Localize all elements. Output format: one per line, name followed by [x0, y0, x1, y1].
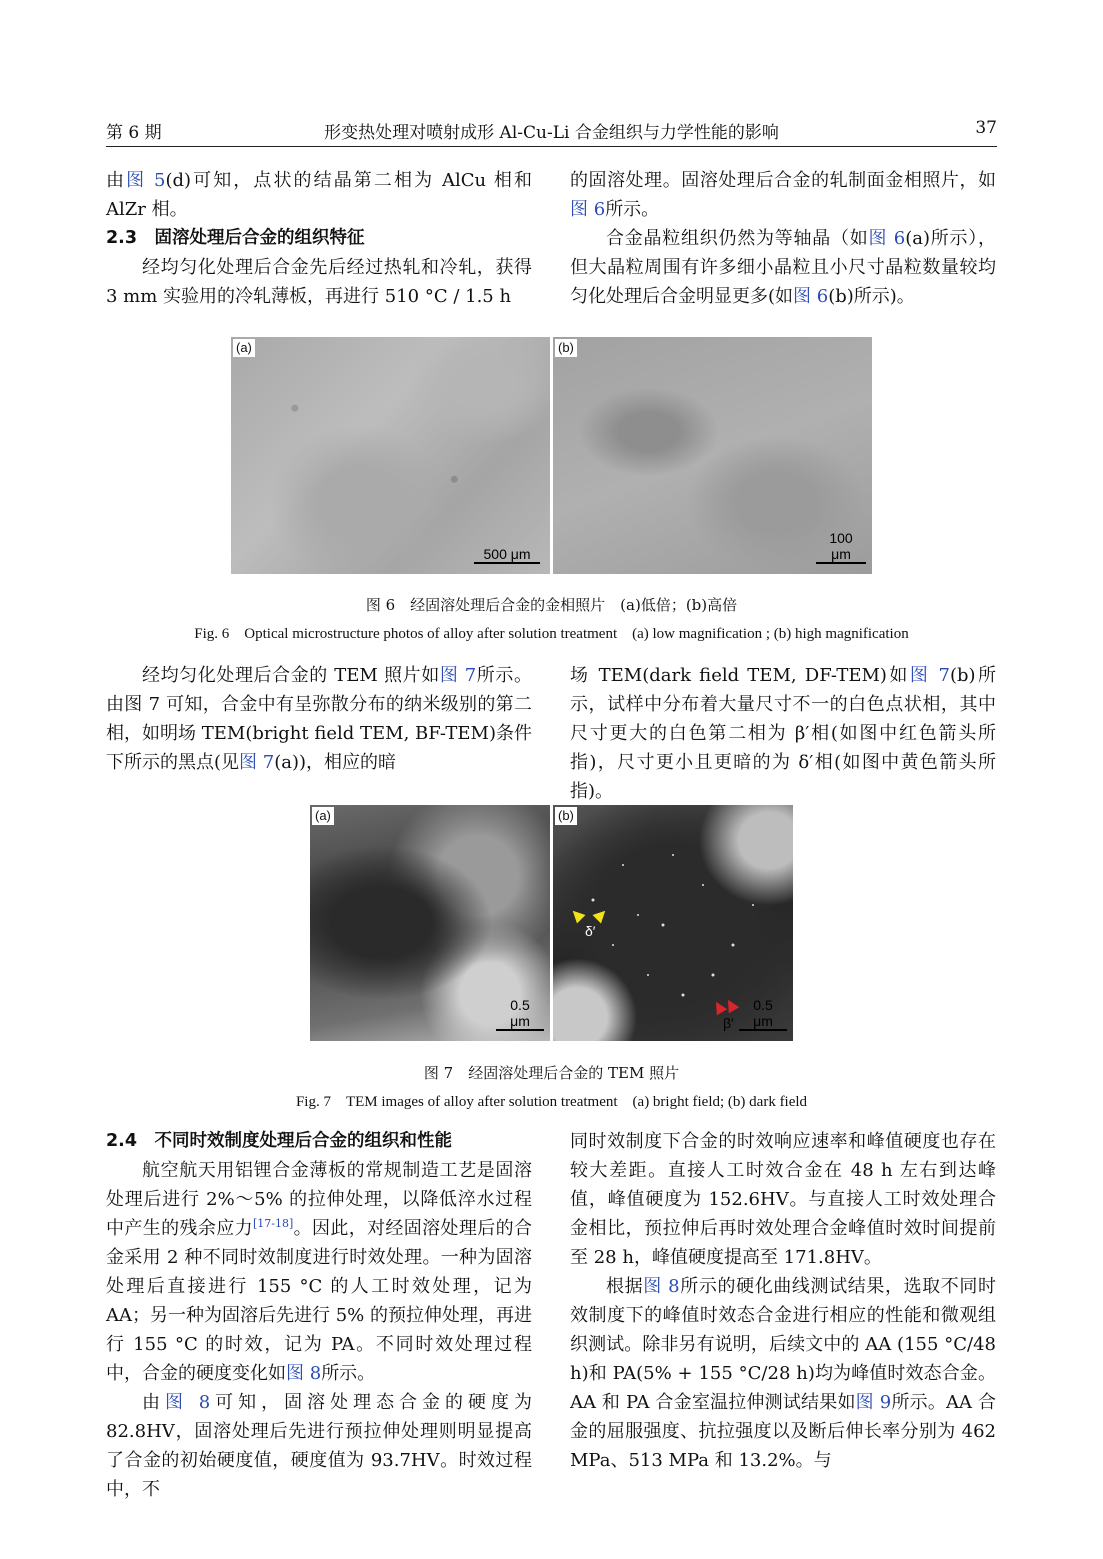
mid-left-column: [106, 661, 532, 777]
section-heading-2-3: 2.3 固溶处理后合金的组织特征: [106, 228, 365, 248]
figure-link[interactable]: 图 8: [643, 1276, 680, 1297]
paragraph: 经均匀化处理后合金的 TEM 照片如图 7所示。由图 7 可知，合金中有呈弥散分布的纳米级别的第二相，如明场 TEM(bright field TEM, BF-TEM)条件下所示的黑点(见图 7(a))，相应的暗: [106, 665, 532, 773]
panel-label: (b): [555, 339, 577, 357]
figure-6-caption: [106, 594, 997, 650]
scale-bar: 500 μm: [474, 546, 540, 564]
paragraph: 场 TEM(dark field TEM, DF-TEM)如图 7(b)所示，试样中分布着大量尺寸不一的白色点状相，其中尺寸更大的白色第二相为 β′相(如图中红色箭头所指)，尺寸更小且更暗的为 δ′相(如图中黄色箭头所指)。: [570, 665, 996, 802]
optical-micrograph-high-mag: [553, 337, 872, 574]
figure-link[interactable]: 图 6: [570, 199, 606, 220]
section-heading-2-4: 2.4 不同时效制度处理后合金的组织和性能: [106, 1131, 452, 1151]
caption-cn: 图 6 经固溶处理后合金的金相照片 (a)低倍；(b)高倍: [365, 596, 738, 614]
panel-label: (a): [233, 339, 255, 357]
paragraph: 同时效制度下合金的时效响应速率和峰值硬度也存在较大差距。直接人工时效合金在 48 h 左右到达峰值，峰值硬度为 152.6HV。与直接人工时效处理合金相比，预拉伸后再时效处理合金峰值时效时间提前至 28 h，峰值硬度提高至 171.8HV。: [570, 1131, 996, 1268]
figure-link[interactable]: 图 5: [126, 170, 166, 191]
scale-bar: 0.5 μm: [496, 997, 544, 1031]
mid-right-column: [570, 661, 996, 806]
figure-link[interactable]: 图 7: [239, 752, 275, 773]
beta-prime-label: β′: [723, 1015, 734, 1031]
paragraph: 经均匀化处理后合金先后经过热轧和冷轧，获得 3 mm 实验用的冷轧薄板，再进行 510 °C / 1.5 h: [106, 257, 532, 307]
figure-7: [310, 805, 793, 1041]
page-number: 37: [975, 118, 997, 138]
paragraph: 合金晶粒组织仍然为等轴晶（如图 6(a)所示），但大晶粒周围有许多细小晶粒且小尺寸晶粒数量较均匀化处理后合金明显更多(如图 6(b)所示)。: [570, 228, 997, 307]
figure-link[interactable]: 图 6: [793, 286, 829, 307]
scale-bar: 100 μm: [816, 530, 866, 564]
figure-link[interactable]: 图 6: [868, 228, 906, 249]
top-left-column: [106, 166, 532, 311]
figure-link[interactable]: 图 7: [909, 665, 950, 686]
tem-bright-field: [310, 805, 550, 1041]
paragraph: 由图 5(d)可知，点状的结晶第二相为 AlCu 相和 AlZr 相。: [106, 170, 532, 220]
optical-micrograph-low-mag: [231, 337, 550, 574]
top-right-column: [570, 166, 996, 311]
issue-number: 第 6 期: [106, 123, 162, 143]
scale-bar: 0.5 μm: [739, 997, 787, 1031]
paragraph: 由图 8可知，固溶处理态合金的硬度为 82.8HV，固溶处理后先进行预拉伸处理则明显提高了合金的初始硬度值，硬度值为 93.7HV。时效过程中，不: [106, 1392, 533, 1500]
panel-label: (b): [555, 807, 577, 825]
caption-en: Fig. 6 Optical microstructure photos of alloy after solution treatment (a) low magnification ; (b) high magnification: [194, 626, 909, 642]
figure-link[interactable]: 图 7: [439, 665, 477, 686]
figure-6: [231, 337, 872, 574]
bottom-left-column: [106, 1127, 532, 1504]
panel-label: (a): [312, 807, 334, 825]
figure-link[interactable]: 图 8: [165, 1392, 211, 1413]
journal-running-title: 形变热处理对喷射成形 Al-Cu-Li 合金组织与力学性能的影响: [324, 123, 779, 143]
citation-link[interactable]: [17-18]: [252, 1217, 294, 1230]
caption-cn: 图 7 经固溶处理后合金的 TEM 照片: [423, 1064, 680, 1082]
figure-7-caption: [106, 1062, 997, 1118]
paragraph: 航空航天用铝锂合金薄板的常规制造工艺是固溶处理后进行 2%～5% 的拉伸处理，以降低淬水过程中产生的残余应力[17-18]。因此，对经固溶处理后的合金采用 2 种不同时效制度进行时效处理。一种为固溶处理后直接进行 155 °C 的人工时效处理，记为 AA；另一种为固溶后先进行 5% 的预拉伸处理，再进行 155 °C 的时效，记为 PA。不同时效处理过程中，合金的硬度变化如图 8所示。: [106, 1160, 533, 1384]
delta-prime-label: δ′: [585, 923, 596, 939]
figure-link[interactable]: 图 8: [286, 1363, 322, 1384]
bottom-right-column: [570, 1127, 996, 1475]
running-header: [106, 118, 997, 147]
figure-link[interactable]: 图 9: [855, 1392, 892, 1413]
caption-en: Fig. 7 TEM images of alloy after solution treatment (a) bright field; (b) dark field: [295, 1094, 808, 1110]
tem-dark-field: [553, 805, 793, 1041]
paragraph: 根据图 8所示的硬化曲线测试结果，选取不同时效制度下的峰值时效态合金进行相应的性能和微观组织测试。除非另有说明，后续文中的 AA (155 °C/48 h)和 PA(5% + 155 °C/28 h)均为峰值时效态合金。AA 和 PA 合金室温拉伸测试结果如图 9所示。AA 合金的屈服强度、抗拉强度以及断后伸长率分别为 462 MPa、513 MPa 和 13.2%。与: [570, 1276, 997, 1471]
paragraph: 的固溶处理。固溶处理后合金的轧制面金相照片，如图 6所示。: [570, 170, 996, 220]
